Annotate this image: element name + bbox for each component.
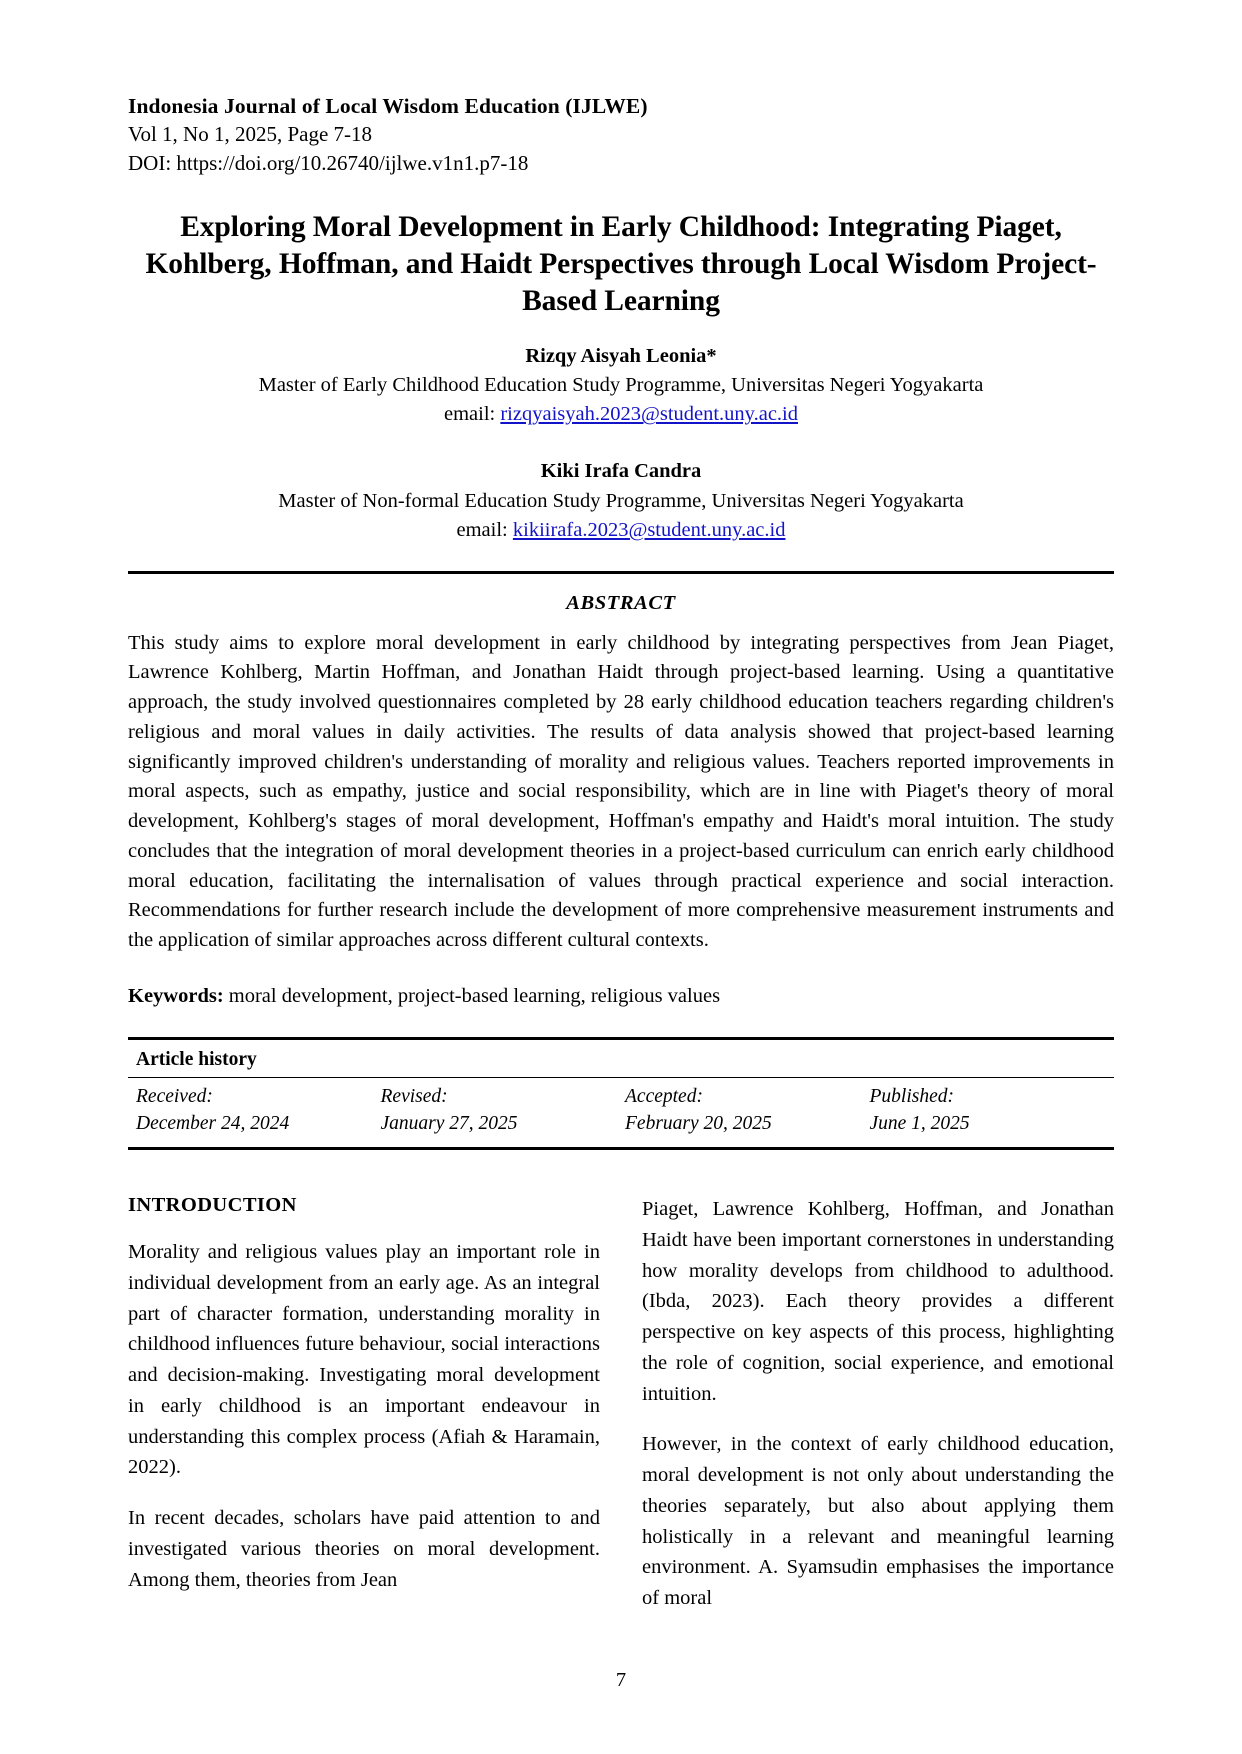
right-column [642, 1194, 1114, 1614]
history-cell-published [870, 1084, 1115, 1137]
email-label: email: [443, 403, 501, 426]
history-label: Revised: [380, 1086, 448, 1108]
journal-issue: Vol 1, No 1, 2025, Page 7-18 [128, 122, 373, 147]
left-column [128, 1194, 600, 1614]
author-affiliation: Master of Early Childhood Education Study Programme, Universitas Negeri Yogyakarta [258, 374, 984, 397]
body-paragraph: Piaget, Lawrence Kohlberg, Hoffman, and Jonathan Haidt have been important cornerstones in understanding how morality develops from childhood to adulthood. (Ibda, 2023). Each theory provides a different perspective on key aspects of this process, highlighting the role of cognition, social experience, and emotional intuition. [642, 1198, 1114, 1405]
history-label: Published: [869, 1086, 954, 1108]
journal-doi: DOI: https://doi.org/10.26740/ijlwe.v1n1.p7-18 [128, 150, 529, 175]
history-label: Accepted: [625, 1086, 703, 1108]
author-email-link[interactable]: rizqyaisyah.2023@student.uny.ac.id [500, 403, 798, 426]
abstract-text: This study aims to explore moral development in early childhood by integrating perspectives from Jean Piaget, Lawrence Kohlberg, Martin Hoffman, and Jonathan Haidt through project-based learning. Using a quantitative approach, the study involved questionnaires completed by 28 early childhood education teachers regarding children's religious and moral values in daily activities. The results of data analysis showed that project-based learning significantly improved children's understanding of morality and religious values. Teachers reported improvements in moral aspects, such as empathy, justice and social responsibility, which are in line with Piaget's theory of moral development, Kohlberg's stages of moral development, Hoffman's empathy and Haidt's moral intuition. The study concludes that the integration of moral development theories in a project-based curriculum can enrich early childhood moral education, facilitating the internalisation of values through practical experience and social interaction. Recommendations for further research include the development of more comprehensive measurement instruments and the application of similar approaches across different cultural contexts. [128, 631, 1114, 951]
body-paragraph: Morality and religious values play an important role in individual development from an early age. As an integral part of character formation, understanding morality in childhood influences future behaviour, social interactions and decision-making. Investigating moral development in early childhood is an important endeavour in understanding this complex process (Afiah & Haramain, 2022). [128, 1241, 600, 1479]
abstract-top-rule [128, 571, 1114, 574]
keywords-value: moral development, project-based learning, religious values [223, 984, 721, 1007]
journal-title: Indonesia Journal of Local Wisdom Education (IJLWE) [128, 94, 648, 118]
history-value: February 20, 2025 [625, 1112, 772, 1134]
author-email-link[interactable]: kikiirafa.2023@student.uny.ac.id [512, 518, 786, 541]
author-name: Kiki Irafa Candra [540, 460, 702, 483]
body-columns [128, 1194, 1114, 1614]
author-block-2 [128, 457, 1114, 544]
page-title: Exploring Moral Development in Early Childhood: Integrating Piaget, Kohlberg, Hoffman, and Haidt Perspectives through Local Wisdom Project-Based Learning [145, 210, 1097, 317]
author-list [128, 342, 1114, 545]
keywords [128, 982, 1114, 1012]
page-number: 7 [615, 1669, 627, 1691]
history-cell-revised [381, 1084, 626, 1137]
history-value: December 24, 2024 [136, 1112, 290, 1134]
author-block-1 [128, 342, 1114, 429]
author-email-line [128, 400, 1114, 429]
article-history-table [128, 1037, 1114, 1150]
section-heading-introduction: INTRODUCTION [128, 1194, 297, 1216]
author-email-line [128, 516, 1114, 545]
article-history-title: Article history [128, 1046, 1114, 1078]
article-history-row [128, 1078, 1114, 1139]
history-value: June 1, 2025 [869, 1112, 970, 1134]
abstract-heading: ABSTRACT [566, 591, 676, 614]
body-paragraph: However, in the context of early childhood education, moral development is not only about understanding the theories separately, but also about applying them holistically in a relevant and meaningful learning environment. A. Syamsudin emphasises the importance of moral [642, 1433, 1114, 1609]
history-cell-accepted [625, 1084, 870, 1137]
author-name: Rizqy Aisyah Leonia* [525, 345, 717, 368]
history-cell-received [136, 1084, 381, 1137]
masthead [128, 92, 1114, 177]
keywords-label: Keywords: [128, 984, 224, 1007]
history-label: Received: [136, 1086, 213, 1108]
history-value: January 27, 2025 [380, 1112, 518, 1134]
email-label: email: [456, 518, 513, 541]
author-affiliation: Master of Non-formal Education Study Programme, Universitas Negeri Yogyakarta [278, 489, 964, 512]
body-paragraph: In recent decades, scholars have paid attention to and investigated various theories on moral development. Among them, theories from Jean [128, 1507, 600, 1591]
